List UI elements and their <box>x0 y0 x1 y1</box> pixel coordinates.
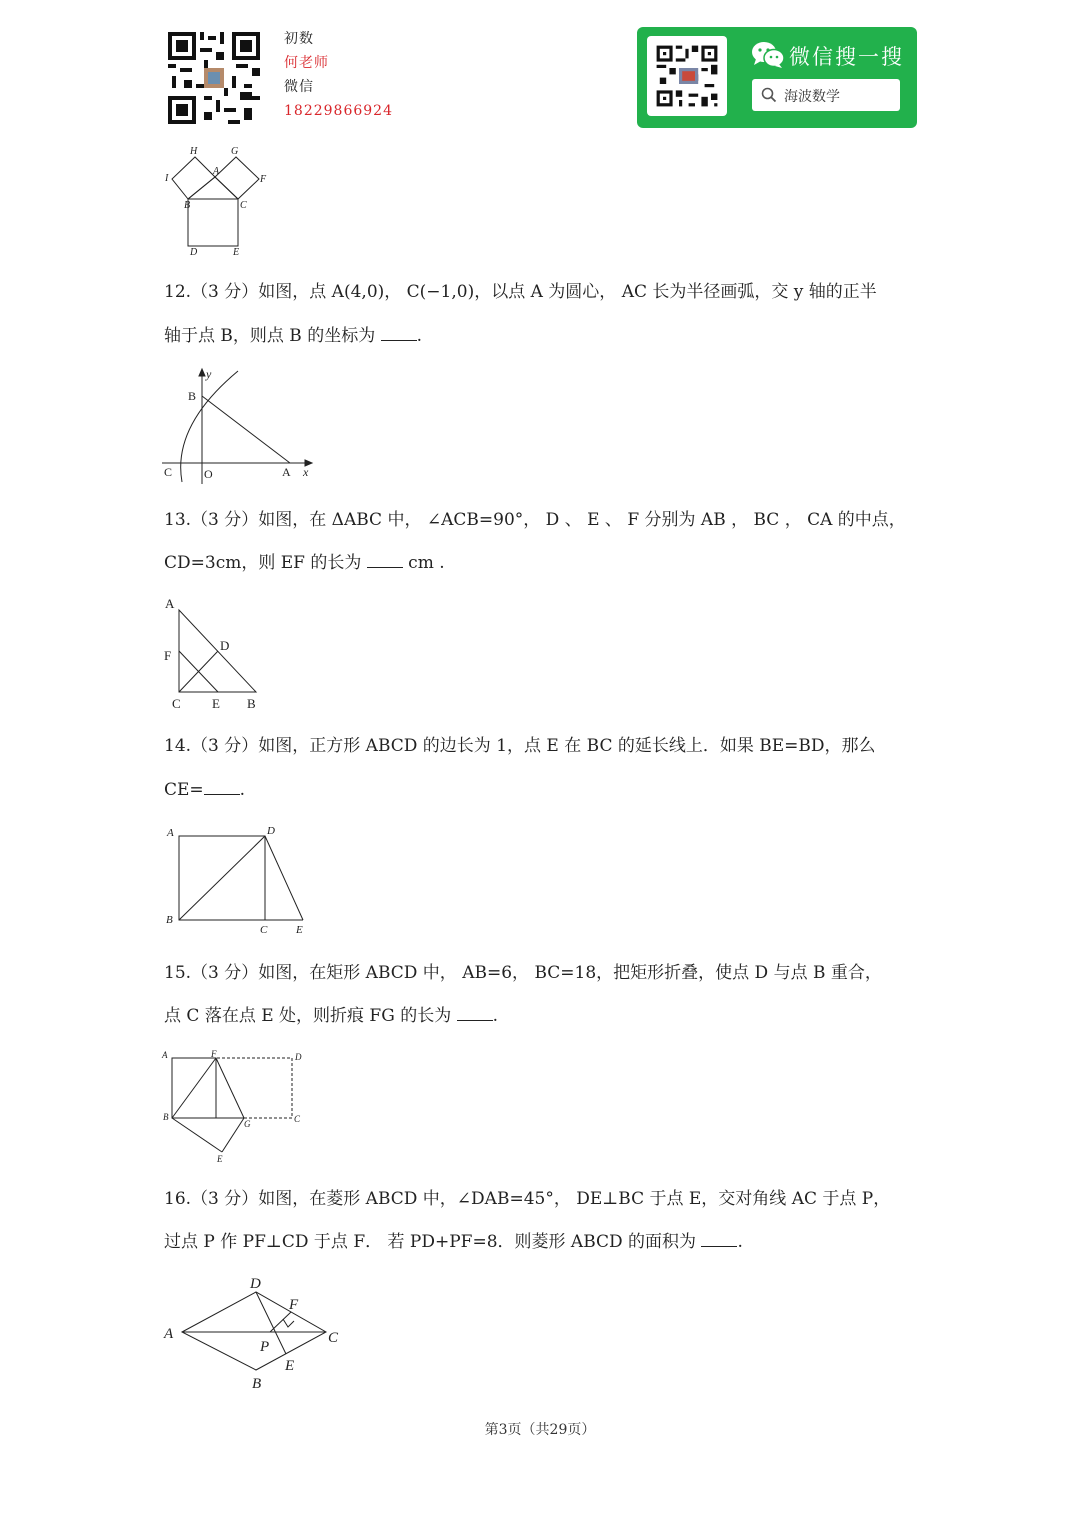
answer-blank[interactable] <box>367 553 403 568</box>
wechat-search-text: 海波数学 <box>784 89 840 105</box>
figure-q15 <box>160 1048 310 1166</box>
figure-q14 <box>160 822 310 938</box>
fig11-label-G: G <box>231 146 239 157</box>
contact-line-teacher: 何老师 <box>284 55 329 71</box>
contact-line-phone: 18229866924 <box>284 103 393 119</box>
question-12-text: 如图，点 A(4,0)， C(−1,0)，以点 A 为圆心， AC 长为半径画弧，交 y 轴的正半 <box>258 282 877 302</box>
fig16-label-P: P <box>260 1339 270 1355</box>
fig16-label-F: F <box>289 1297 299 1313</box>
wechat-search-card[interactable] <box>637 27 917 128</box>
fig12-label-B: B <box>188 389 197 403</box>
question-15-text3: . <box>492 1006 499 1026</box>
question-13-line1 <box>164 509 906 531</box>
question-15-score: （3 分） <box>191 963 259 983</box>
question-14-text3: . <box>239 780 246 800</box>
question-12-number: 12. <box>164 282 192 302</box>
question-12-line2 <box>164 325 422 347</box>
page-footer: 第3页（共29页） <box>484 1422 596 1438</box>
question-12-text3: . <box>416 326 423 346</box>
fig15-label-E: E <box>217 1154 223 1164</box>
wechat-logo-icon <box>751 41 785 73</box>
question-14-number: 14. <box>164 736 192 756</box>
question-15-line1 <box>164 962 882 984</box>
figure-three-squares <box>160 142 280 260</box>
figure-q16 <box>160 1272 350 1396</box>
fig16-label-C: C <box>328 1330 339 1346</box>
fig15-label-B: B <box>163 1112 169 1122</box>
fig14-label-E: E <box>296 924 303 936</box>
figure-q12 <box>160 366 320 486</box>
fig14-label-D: D <box>267 825 275 837</box>
question-16-line1 <box>164 1188 890 1210</box>
fig12-label-O: O <box>204 467 213 481</box>
fig15-label-G: G <box>244 1119 251 1129</box>
question-14-line1 <box>164 735 876 757</box>
fig15-label-A: A <box>162 1050 168 1060</box>
fig12-label-A: A <box>282 465 291 479</box>
fig12-label-C: C <box>164 465 173 479</box>
fig13-label-F: F <box>164 648 172 663</box>
fig16-label-E: E <box>285 1358 295 1374</box>
question-16-text2: 过点 P 作 PF⊥CD 于点 F． 若 PD+PF=8．则菱形 ABCD 的面积为 <box>164 1232 702 1252</box>
fig16-label-A: A <box>164 1326 174 1342</box>
fig12-label-x: x <box>303 465 309 479</box>
question-13-number: 13. <box>164 510 192 530</box>
fig12-label-y: y <box>206 367 212 381</box>
question-12-text2: 轴于点 B，则点 B 的坐标为 <box>164 326 381 346</box>
fig15-label-C: C <box>294 1114 301 1124</box>
fig14-label-C: C <box>260 924 268 936</box>
fig11-label-D: D <box>190 247 198 258</box>
question-14-text: 如图，正方形 ABCD 的边长为 1，点 E 在 BC 的延长线上．如果 BE=BD，那么 <box>258 736 876 756</box>
fig13-label-D: D <box>220 638 230 653</box>
question-16-text: 如图，在菱形 ABCD 中，∠DAB=45°， DE⊥BC 于点 E，交对角线 AC 于点 P， <box>258 1189 891 1209</box>
answer-blank[interactable] <box>381 326 417 341</box>
question-14-text2: CE= <box>164 780 204 800</box>
fig16-label-B: B <box>252 1376 262 1392</box>
question-12-line1 <box>164 281 877 303</box>
qr-code-left <box>168 32 260 124</box>
question-15-text: 如图，在矩形 ABCD 中， AB=6， BC=18，把矩形折叠，使点 D 与点 B 重合， <box>258 963 882 983</box>
fig13-label-C: C <box>172 696 181 711</box>
qr-code-wechat <box>647 36 727 116</box>
question-14-line2 <box>164 779 245 801</box>
contact-line-wechat: 微信 <box>284 79 314 95</box>
search-icon <box>761 87 777 103</box>
fig15-label-F: F <box>211 1049 217 1059</box>
fig13-label-A: A <box>165 596 175 611</box>
question-15-line2 <box>164 1005 498 1027</box>
contact-line-subject: 初数 <box>284 31 314 47</box>
fig11-label-F: F <box>260 174 267 185</box>
answer-blank[interactable] <box>204 780 240 795</box>
question-13-text2: CD=3cm，则 EF 的长为 <box>164 553 367 573</box>
fig14-label-B: B <box>166 914 173 926</box>
question-13-text3: cm . <box>402 553 445 573</box>
fig11-label-E: E <box>233 247 240 258</box>
fig13-label-B: B <box>247 696 256 711</box>
question-16-number: 16. <box>164 1189 192 1209</box>
wechat-search-box[interactable] <box>752 79 900 111</box>
fig14-label-A: A <box>167 827 174 839</box>
question-16-line2 <box>164 1231 743 1253</box>
question-12-score: （3 分） <box>191 282 259 302</box>
answer-blank[interactable] <box>701 1232 737 1247</box>
fig11-label-C: C <box>240 200 247 211</box>
fig11-label-H: H <box>190 146 198 157</box>
fig11-label-B: B <box>184 200 191 211</box>
question-15-number: 15. <box>164 963 192 983</box>
wechat-search-title: 微信搜一搜 <box>789 45 904 69</box>
contact-info <box>284 27 393 123</box>
fig11-label-I: I <box>165 173 169 184</box>
question-14-score: （3 分） <box>191 736 259 756</box>
question-16-score: （3 分） <box>191 1189 259 1209</box>
fig16-label-D: D <box>250 1276 261 1292</box>
fig13-label-E: E <box>212 696 220 711</box>
question-15-text2: 点 C 落在点 E 处，则折痕 FG 的长为 <box>164 1006 457 1026</box>
fig11-label-A: A <box>213 166 220 177</box>
question-16-text3: . <box>737 1232 743 1252</box>
fig15-label-D: D <box>295 1052 302 1062</box>
question-13-score: （3 分） <box>191 510 259 530</box>
question-13-line2 <box>164 552 445 574</box>
question-13-text: 如图，在 ΔABC 中， ∠ACB=90°， D 、 E 、 F 分别为 AB ， BC ， CA 的中点， <box>258 510 906 530</box>
answer-blank[interactable] <box>457 1006 493 1021</box>
figure-q13 <box>160 594 270 714</box>
